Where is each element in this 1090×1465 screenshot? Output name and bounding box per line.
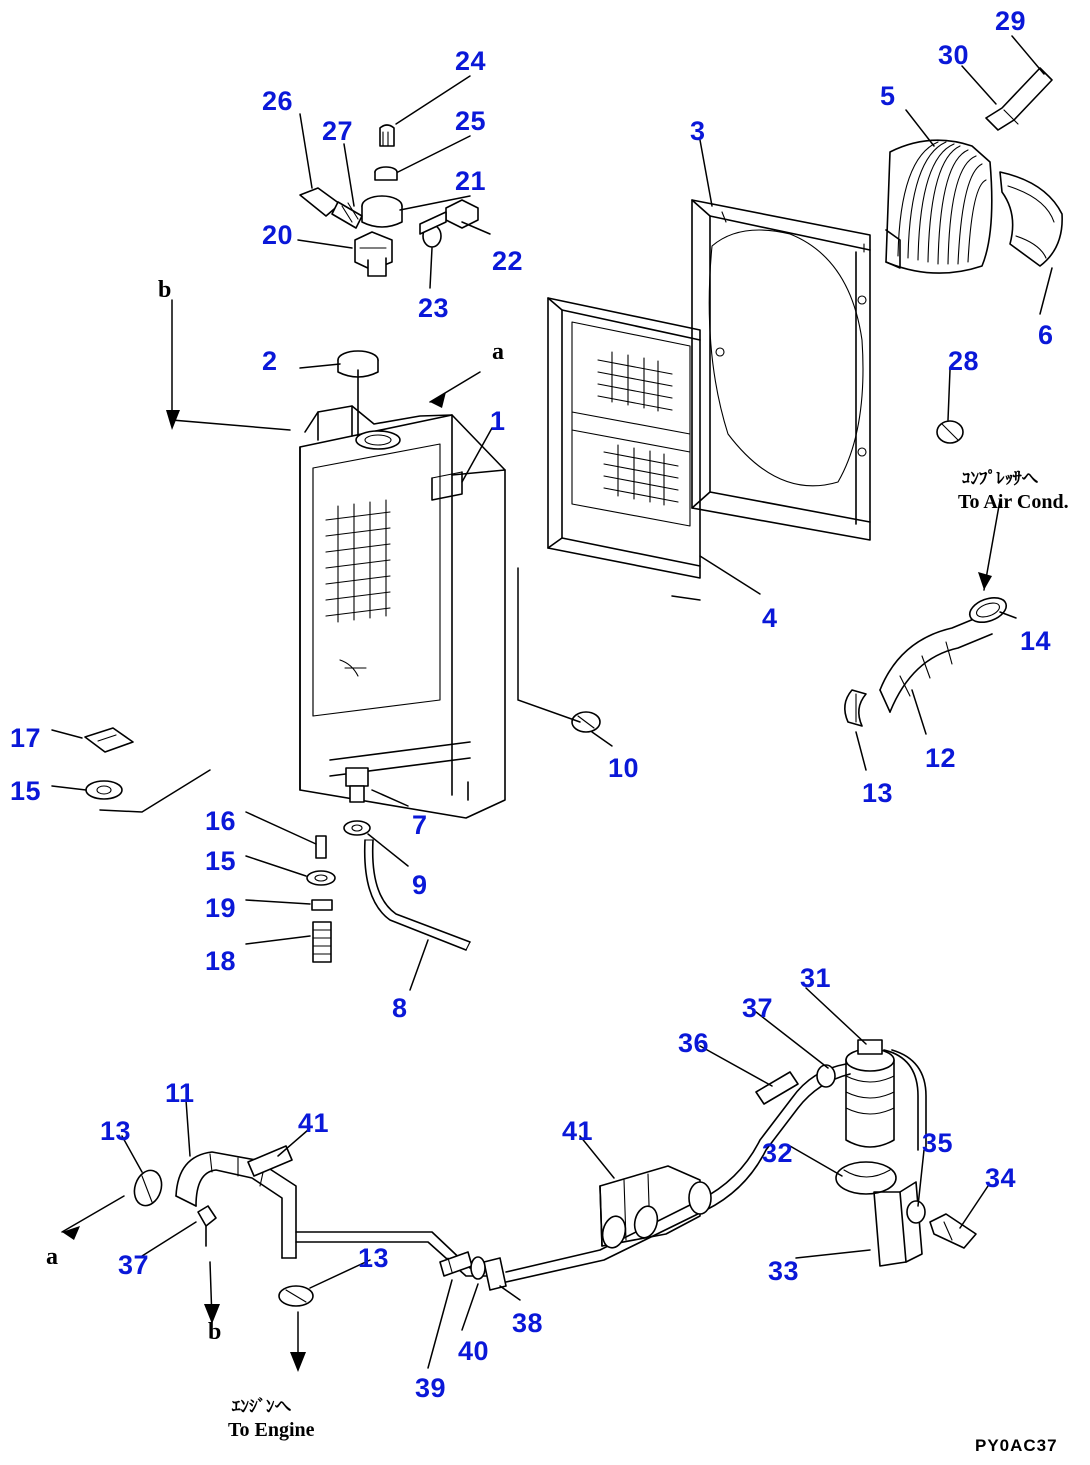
section-mark-a-top: a xyxy=(492,339,504,365)
callout-23: 23 xyxy=(418,293,450,323)
callout-39: 39 xyxy=(415,1373,447,1403)
callout-13-b: 13 xyxy=(100,1116,132,1146)
callout-2: 2 xyxy=(262,346,278,376)
callout-12: 12 xyxy=(925,743,957,773)
upper-hose xyxy=(845,593,1010,726)
callout-30: 30 xyxy=(938,40,970,70)
callout-15-a: 15 xyxy=(10,776,42,806)
note-engine-jp: ｴﾝｼﾞﾝへ xyxy=(232,1397,292,1416)
callout-19: 19 xyxy=(205,893,237,923)
grommet-28 xyxy=(937,421,963,443)
callout-38: 38 xyxy=(512,1308,544,1338)
leader-lines xyxy=(52,36,1052,1368)
lower-hose-left xyxy=(130,1146,313,1306)
callout-21: 21 xyxy=(455,166,487,196)
callout-18: 18 xyxy=(205,946,237,976)
oil-cooler xyxy=(548,298,700,578)
callout-33: 33 xyxy=(768,1256,800,1286)
callout-36: 36 xyxy=(678,1028,710,1058)
callout-25: 25 xyxy=(455,106,487,136)
callout-14: 14 xyxy=(1020,626,1052,656)
callout-37-b: 37 xyxy=(118,1250,150,1280)
callout-29: 29 xyxy=(995,6,1027,36)
fan-shroud xyxy=(692,200,870,540)
section-mark-a-bottom: a xyxy=(46,1244,58,1270)
lower-hardware xyxy=(307,712,600,962)
callout-31: 31 xyxy=(800,963,832,993)
callout-8: 8 xyxy=(392,993,408,1023)
arrow-heads xyxy=(62,392,992,1372)
callout-17: 17 xyxy=(10,723,42,753)
note-engine-en: To Engine xyxy=(228,1419,315,1441)
callout-35: 35 xyxy=(922,1128,954,1158)
callout-22: 22 xyxy=(492,246,524,276)
callout-40: 40 xyxy=(458,1336,490,1366)
callout-11: 11 xyxy=(165,1078,195,1108)
callout-13-c: 13 xyxy=(358,1243,390,1273)
callout-9: 9 xyxy=(412,870,428,900)
callout-41-a: 41 xyxy=(298,1108,330,1138)
callout-26: 26 xyxy=(262,86,294,116)
callout-7: 7 xyxy=(412,810,428,840)
radiator-assembly xyxy=(300,406,505,818)
callout-28: 28 xyxy=(948,346,980,376)
callout-4: 4 xyxy=(762,603,778,633)
air-duct xyxy=(886,68,1062,273)
drawing-code: PY0AC37 xyxy=(975,1436,1058,1455)
callout-34: 34 xyxy=(985,1163,1017,1193)
section-mark-b-bottom: b xyxy=(208,1319,222,1345)
callout-27: 27 xyxy=(322,116,354,146)
callout-3: 3 xyxy=(690,116,706,146)
callout-1: 1 xyxy=(490,406,506,436)
note-air-cond-en: To Air Cond. xyxy=(958,491,1069,513)
note-air-cond-jp: ｺﾝﾌﾟﾚｯｻへ xyxy=(962,469,1039,488)
callout-6: 6 xyxy=(1038,320,1054,350)
callout-13-a: 13 xyxy=(862,778,894,808)
callout-37-a: 37 xyxy=(742,993,774,1023)
mount-pads xyxy=(85,728,133,799)
callout-5: 5 xyxy=(880,81,896,111)
section-mark-b-top: b xyxy=(158,277,172,303)
callout-10: 10 xyxy=(608,753,640,783)
callout-16: 16 xyxy=(205,806,237,836)
callout-32: 32 xyxy=(762,1138,794,1168)
hose-41-right xyxy=(599,1166,711,1250)
callout-41-b: 41 xyxy=(562,1116,594,1146)
callout-24: 24 xyxy=(455,46,487,76)
callout-20: 20 xyxy=(262,220,294,250)
callout-15-b: 15 xyxy=(205,846,237,876)
